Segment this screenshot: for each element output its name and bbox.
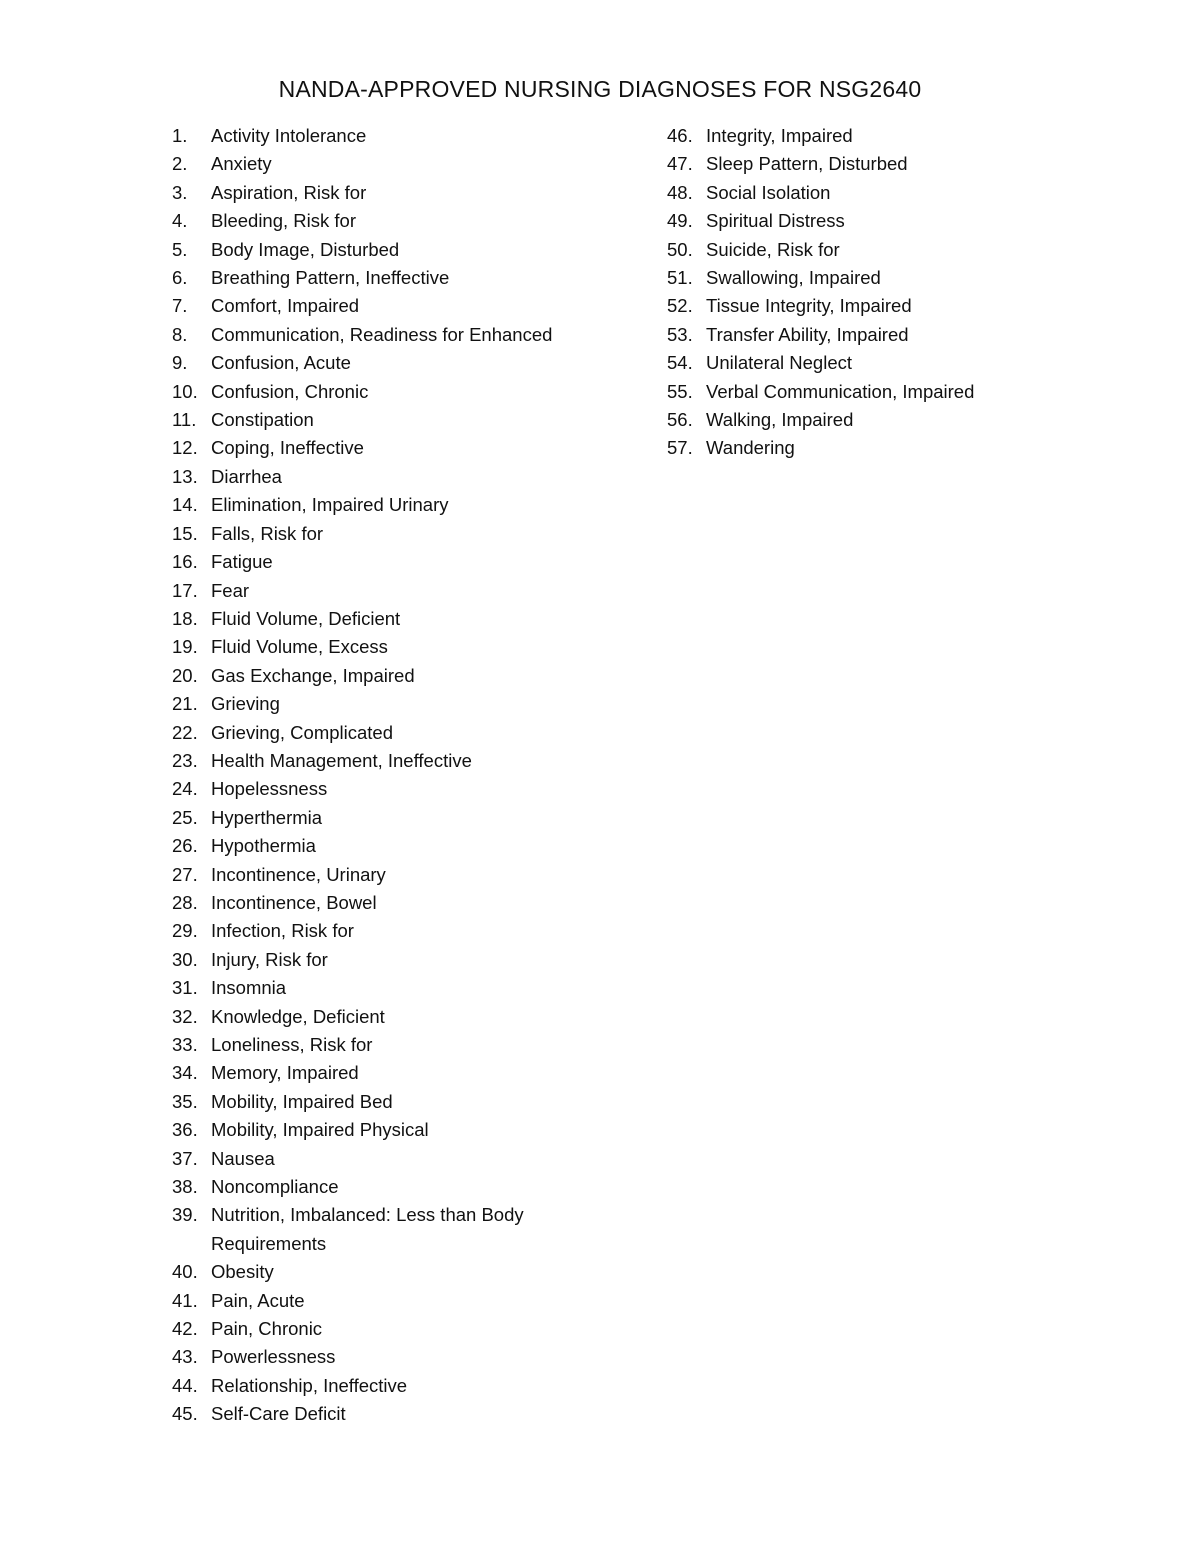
item-label: Comfort, Impaired <box>211 295 360 317</box>
item-label: Hopelessness <box>211 778 328 800</box>
item-label: Spiritual Distress <box>706 210 845 232</box>
item-number: 27. <box>172 863 198 885</box>
list-item <box>172 434 592 462</box>
item-label: Fluid Volume, Deficient <box>211 607 401 629</box>
list-item <box>172 1003 592 1031</box>
list-item <box>172 406 592 434</box>
list-item <box>172 122 592 150</box>
item-label: Transfer Ability, Impaired <box>706 323 909 345</box>
item-number: 19. <box>172 636 198 658</box>
item-label: Pain, Chronic <box>211 1318 323 1340</box>
item-number: 34. <box>172 1062 198 1084</box>
item-label: Bleeding, Risk for <box>211 210 356 232</box>
item-number: 16. <box>172 551 198 573</box>
list-item <box>667 236 1147 264</box>
list-item <box>172 1116 592 1144</box>
list-item <box>667 406 1147 434</box>
item-label: Activity Intolerance <box>211 125 367 146</box>
list-item <box>172 548 592 576</box>
list-item <box>172 861 592 889</box>
item-label: Loneliness, Risk for <box>211 1034 373 1055</box>
item-number: 33. <box>172 1034 198 1055</box>
item-label: Knowledge, Deficient <box>211 1005 385 1027</box>
item-number: 7. <box>172 295 188 317</box>
list-item <box>172 1400 592 1428</box>
item-number: 23. <box>172 749 198 771</box>
list-item <box>172 946 592 974</box>
item-number: 11. <box>172 409 197 431</box>
item-label: Verbal Communication, Impaired <box>706 380 975 402</box>
item-label: Grieving <box>211 693 280 715</box>
item-label: Infection, Risk for <box>211 920 354 942</box>
item-label: Hypothermia <box>211 835 316 857</box>
item-label: Social Isolation <box>706 181 831 203</box>
item-number: 36. <box>172 1119 198 1141</box>
list-item <box>172 1145 592 1173</box>
list-item <box>172 775 592 803</box>
list-item <box>172 1201 592 1258</box>
list-item <box>172 804 592 832</box>
item-label: Gas Exchange, Impaired <box>211 664 415 686</box>
item-number: 40. <box>172 1261 198 1283</box>
item-number: 6. <box>172 267 188 289</box>
item-number: 31. <box>172 977 198 999</box>
list-item <box>667 122 1147 150</box>
item-number: 49. <box>667 210 693 232</box>
item-number: 10. <box>172 380 198 402</box>
list-item <box>172 633 592 661</box>
item-number: 3. <box>172 181 188 203</box>
item-label: Health Management, Ineffective <box>211 749 472 771</box>
item-label: Breathing Pattern, Ineffective <box>211 267 450 289</box>
item-number: 38. <box>172 1176 198 1198</box>
list-item <box>172 1372 592 1400</box>
list-item <box>172 832 592 860</box>
item-number: 57. <box>667 437 693 459</box>
item-label: Anxiety <box>211 153 272 175</box>
item-label: Incontinence, Urinary <box>211 863 386 885</box>
item-number: 48. <box>667 181 693 203</box>
list-item <box>667 179 1147 207</box>
list-item <box>172 150 592 178</box>
item-number: 20. <box>172 664 198 686</box>
list-item <box>667 321 1147 349</box>
list-item <box>667 150 1147 178</box>
item-label: Self-Care Deficit <box>211 1403 346 1425</box>
list-item <box>667 292 1147 320</box>
item-number: 14. <box>172 494 198 516</box>
item-label: Unilateral Neglect <box>706 352 853 374</box>
item-number: 52. <box>667 295 693 317</box>
item-label: Falls, Risk for <box>211 522 324 544</box>
list-item <box>172 1173 592 1201</box>
item-label: Constipation <box>211 409 314 431</box>
page-title: NANDA-APPROVED NURSING DIAGNOSES FOR NSG2640 <box>278 76 922 102</box>
list-item <box>172 1059 592 1087</box>
item-label: Insomnia <box>211 977 287 999</box>
item-number: 4. <box>172 210 188 232</box>
item-label: Coping, Ineffective <box>211 437 364 459</box>
list-item <box>172 917 592 945</box>
list-item <box>172 349 592 377</box>
diagnosis-list-left <box>172 122 592 1429</box>
item-label: Integrity, Impaired <box>706 125 853 146</box>
item-label: Mobility, Impaired Bed <box>211 1090 393 1112</box>
item-label: Relationship, Ineffective <box>211 1374 408 1396</box>
item-label: Walking, Impaired <box>706 409 854 431</box>
list-item <box>172 179 592 207</box>
list-item <box>172 378 592 406</box>
list-item <box>172 974 592 1002</box>
item-number: 54. <box>667 352 693 374</box>
item-number: 5. <box>172 238 188 260</box>
item-number: 18. <box>172 607 198 629</box>
item-number: 37. <box>172 1147 198 1169</box>
item-label: Aspiration, Risk for <box>211 181 367 203</box>
item-label: Grieving, Complicated <box>211 721 393 743</box>
item-label: Confusion, Acute <box>211 352 351 374</box>
item-number: 44. <box>172 1374 198 1396</box>
item-number: 8. <box>172 323 188 345</box>
item-number: 9. <box>172 352 188 374</box>
item-label: Powerlessness <box>211 1346 336 1368</box>
item-label: Diarrhea <box>211 465 282 487</box>
item-number: 25. <box>172 806 198 828</box>
item-label: Swallowing, Impaired <box>706 267 881 289</box>
item-number: 45. <box>172 1403 198 1425</box>
list-item <box>172 577 592 605</box>
item-label: Tissue Integrity, Impaired <box>706 295 912 317</box>
item-number: 35. <box>172 1090 198 1112</box>
list-item <box>172 1287 592 1315</box>
item-label: Nausea <box>211 1147 275 1169</box>
item-number: 28. <box>172 891 198 913</box>
item-number: 55. <box>667 380 693 402</box>
list-item <box>172 520 592 548</box>
list-item <box>172 1031 592 1059</box>
item-number: 30. <box>172 948 198 970</box>
diagnosis-list-right <box>667 122 1147 463</box>
item-label: Elimination, Impaired Urinary <box>211 494 449 516</box>
item-label: Sleep Pattern, Disturbed <box>706 153 908 175</box>
list-item <box>172 662 592 690</box>
list-item <box>172 605 592 633</box>
list-item <box>172 264 592 292</box>
list-item <box>172 491 592 519</box>
item-number: 22. <box>172 721 198 743</box>
item-number: 21. <box>172 693 198 715</box>
item-label: Wandering <box>706 437 795 459</box>
item-number: 41. <box>172 1289 198 1311</box>
list-item <box>172 207 592 235</box>
list-item <box>172 719 592 747</box>
item-number: 24. <box>172 778 198 800</box>
item-label: Obesity <box>211 1261 274 1283</box>
item-number: 26. <box>172 835 198 857</box>
item-label: Fatigue <box>211 551 273 573</box>
item-number: 43. <box>172 1346 198 1368</box>
list-item <box>172 690 592 718</box>
list-item <box>172 889 592 917</box>
list-item <box>172 463 592 491</box>
item-label: Pain, Acute <box>211 1289 305 1311</box>
item-number: 17. <box>172 579 198 601</box>
item-label: Fluid Volume, Excess <box>211 636 388 658</box>
list-item <box>172 321 592 349</box>
item-label: Injury, Risk for <box>211 948 328 970</box>
item-number: 2. <box>172 153 188 175</box>
item-number: 15. <box>172 522 198 544</box>
item-label: Memory, Impaired <box>211 1062 359 1084</box>
list-item <box>172 747 592 775</box>
item-number: 50. <box>667 238 693 260</box>
item-label: Noncompliance <box>211 1176 339 1198</box>
item-number: 39. <box>172 1204 198 1226</box>
list-item <box>667 207 1147 235</box>
item-label: Nutrition, Imbalanced: Less than Body Requirements <box>211 1204 524 1254</box>
list-item <box>667 378 1147 406</box>
list-item <box>667 264 1147 292</box>
item-number: 51. <box>667 267 693 289</box>
item-label: Communication, Readiness for Enhanced <box>211 323 553 345</box>
item-label: Hyperthermia <box>211 806 323 828</box>
item-number: 47. <box>667 153 693 175</box>
item-number: 32. <box>172 1005 198 1027</box>
list-item <box>172 236 592 264</box>
item-number: 46. <box>667 125 693 146</box>
list-item <box>172 1258 592 1286</box>
list-item <box>172 1315 592 1343</box>
list-item <box>172 1343 592 1371</box>
item-label: Body Image, Disturbed <box>211 238 400 260</box>
item-label: Incontinence, Bowel <box>211 891 377 913</box>
item-label: Confusion, Chronic <box>211 380 369 402</box>
item-number: 56. <box>667 409 693 431</box>
item-number: 29. <box>172 920 198 942</box>
list-item <box>172 1088 592 1116</box>
item-label: Suicide, Risk for <box>706 238 840 260</box>
list-item <box>667 434 1147 462</box>
item-label: Fear <box>211 579 250 601</box>
item-number: 42. <box>172 1318 198 1340</box>
item-number: 12. <box>172 437 198 459</box>
list-item <box>172 292 592 320</box>
list-item <box>667 349 1147 377</box>
item-number: 1. <box>172 125 188 146</box>
item-number: 13. <box>172 465 198 487</box>
item-label: Mobility, Impaired Physical <box>211 1119 429 1141</box>
item-number: 53. <box>667 323 693 345</box>
